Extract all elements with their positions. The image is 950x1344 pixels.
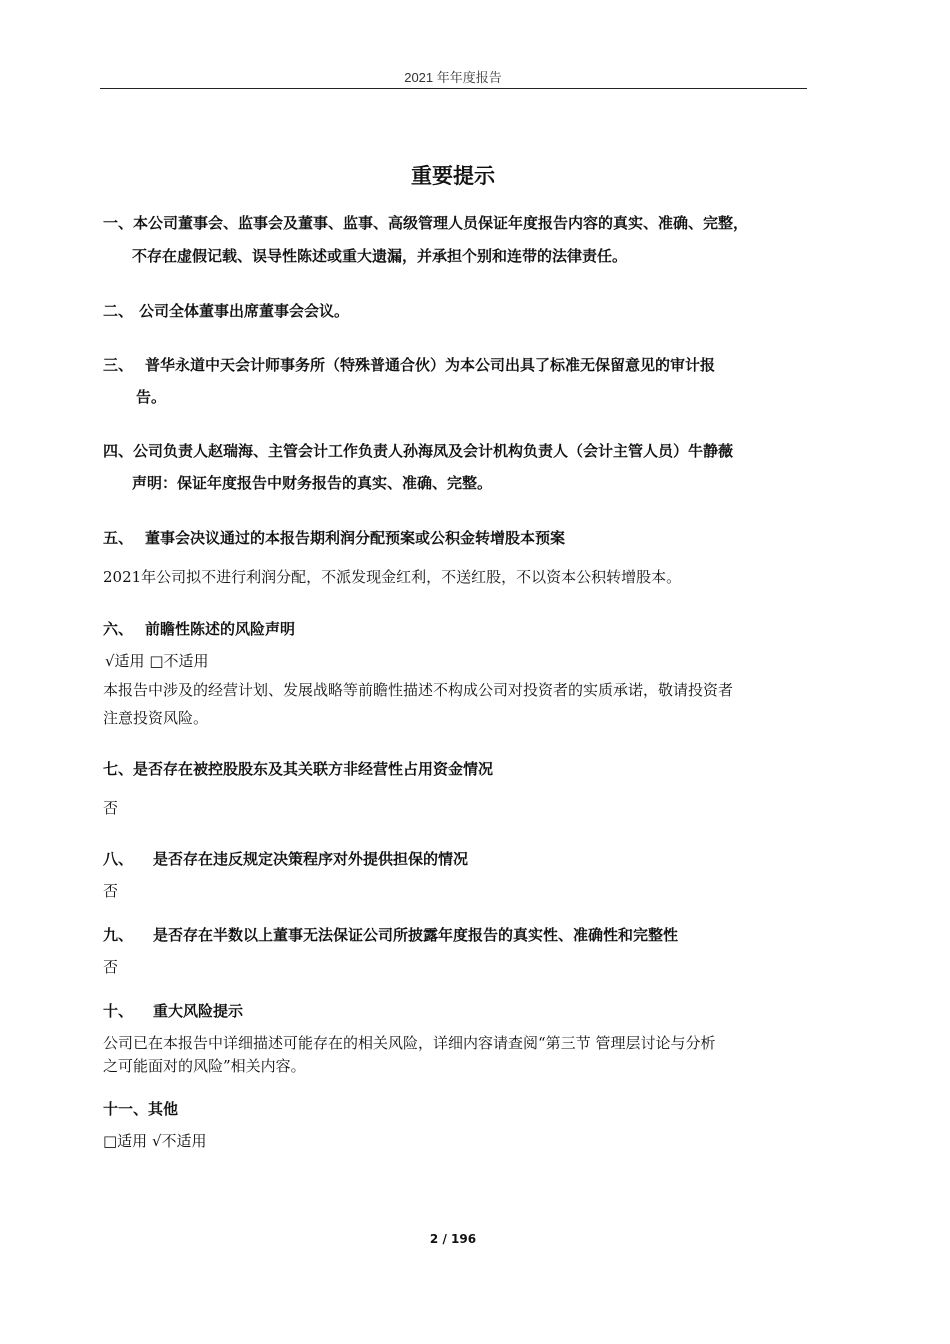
- item-1-line-2: 不存在虚假记载、误导性陈述或重大遗漏，并承担个别和连带的法律责任。: [132, 247, 628, 265]
- item-5-heading: [103, 527, 565, 548]
- item-3-number: 三、: [103, 356, 134, 374]
- item-8-heading: [103, 848, 468, 869]
- item-10-body-line-1: 公司已在本报告中详细描述可能存在的相关风险，详细内容请查阅“第三节 管理层讨论与分析: [103, 1034, 716, 1052]
- item-7-heading-text: 是否存在被控股股东及其关联方非经营性占用资金情况: [133, 760, 494, 778]
- item-6-body-line-1: 本报告中涉及的经营计划、发展战略等前瞻性描述不构成公司对投资者的实质承诺，敬请投资者: [103, 681, 734, 699]
- item-2: [103, 300, 349, 321]
- item-8-heading-text: 是否存在违反规定决策程序对外提供担保的情况: [153, 850, 469, 868]
- item-9-heading: [103, 924, 678, 945]
- item-6-heading-text: 前瞻性陈述的风险声明: [145, 620, 296, 638]
- item-3-line-2: 告。: [136, 388, 167, 406]
- item-10-body-line-2: 之可能面对的风险”相关内容。: [103, 1057, 306, 1075]
- item-5-heading-text: 董事会决议通过的本报告期利润分配预案或公积金转增股本预案: [145, 529, 566, 547]
- page-number: 2 / 196: [429, 1232, 477, 1246]
- item-10-number: 十、: [103, 1002, 134, 1020]
- item-1-number: 一、: [103, 214, 134, 232]
- item-3-text: 普华永道中天会计师事务所（特殊普通合伙）为本公司出具了标准无保留意见的审计报: [145, 356, 716, 374]
- item-5-body: 2021年公司拟不进行利润分配，不派发现金红利，不送红股，不以资本公积转增股本。: [103, 568, 682, 586]
- item-6-applicability: √适用 □不适用: [105, 652, 209, 670]
- header-divider: [100, 88, 807, 89]
- item-4-line-1: [103, 440, 733, 461]
- item-8-body: 否: [103, 882, 119, 900]
- item-2-number: 二、: [103, 302, 134, 320]
- item-3-line-1: [103, 354, 715, 375]
- item-4-text: 公司负责人赵瑞海、主管会计工作负责人孙海凤及会计机构负责人（会计主管人员）牛静薇: [133, 442, 734, 460]
- page-title: 重要提示: [411, 164, 495, 188]
- item-9-heading-text: 是否存在半数以上董事无法保证公司所披露年度报告的真实性、准确性和完整性: [153, 926, 679, 944]
- item-11-heading-text: 其他: [148, 1100, 179, 1118]
- item-1-text: 本公司董事会、监事会及董事、监事、高级管理人员保证年度报告内容的真实、准确、完整，: [133, 214, 749, 232]
- item-6-heading: [103, 618, 295, 639]
- item-1-line-1: [103, 212, 748, 233]
- item-4-line-2: 声明：保证年度报告中财务报告的真实、准确、完整。: [132, 474, 493, 492]
- item-11-heading: [103, 1098, 178, 1119]
- item-7-number: 七、: [103, 760, 134, 778]
- item-8-number: 八、: [103, 850, 134, 868]
- item-11-applicability: □适用 √不适用: [103, 1132, 207, 1150]
- item-11-number: 十一、: [103, 1100, 149, 1118]
- item-5-number: 五、: [103, 529, 134, 547]
- item-7-body: 否: [103, 799, 119, 817]
- item-9-body: 否: [103, 958, 119, 976]
- item-7-heading: [103, 758, 493, 779]
- item-6-body-line-2: 注意投资风险。: [103, 709, 209, 727]
- item-4-number: 四、: [103, 442, 134, 460]
- header-title: 2021 年年度报告: [404, 70, 502, 85]
- item-2-text: 公司全体董事出席董事会会议。: [139, 302, 350, 320]
- item-10-heading-text: 重大风险提示: [153, 1002, 244, 1020]
- item-10-heading: [103, 1000, 243, 1021]
- item-9-number: 九、: [103, 926, 134, 944]
- item-6-number: 六、: [103, 620, 134, 638]
